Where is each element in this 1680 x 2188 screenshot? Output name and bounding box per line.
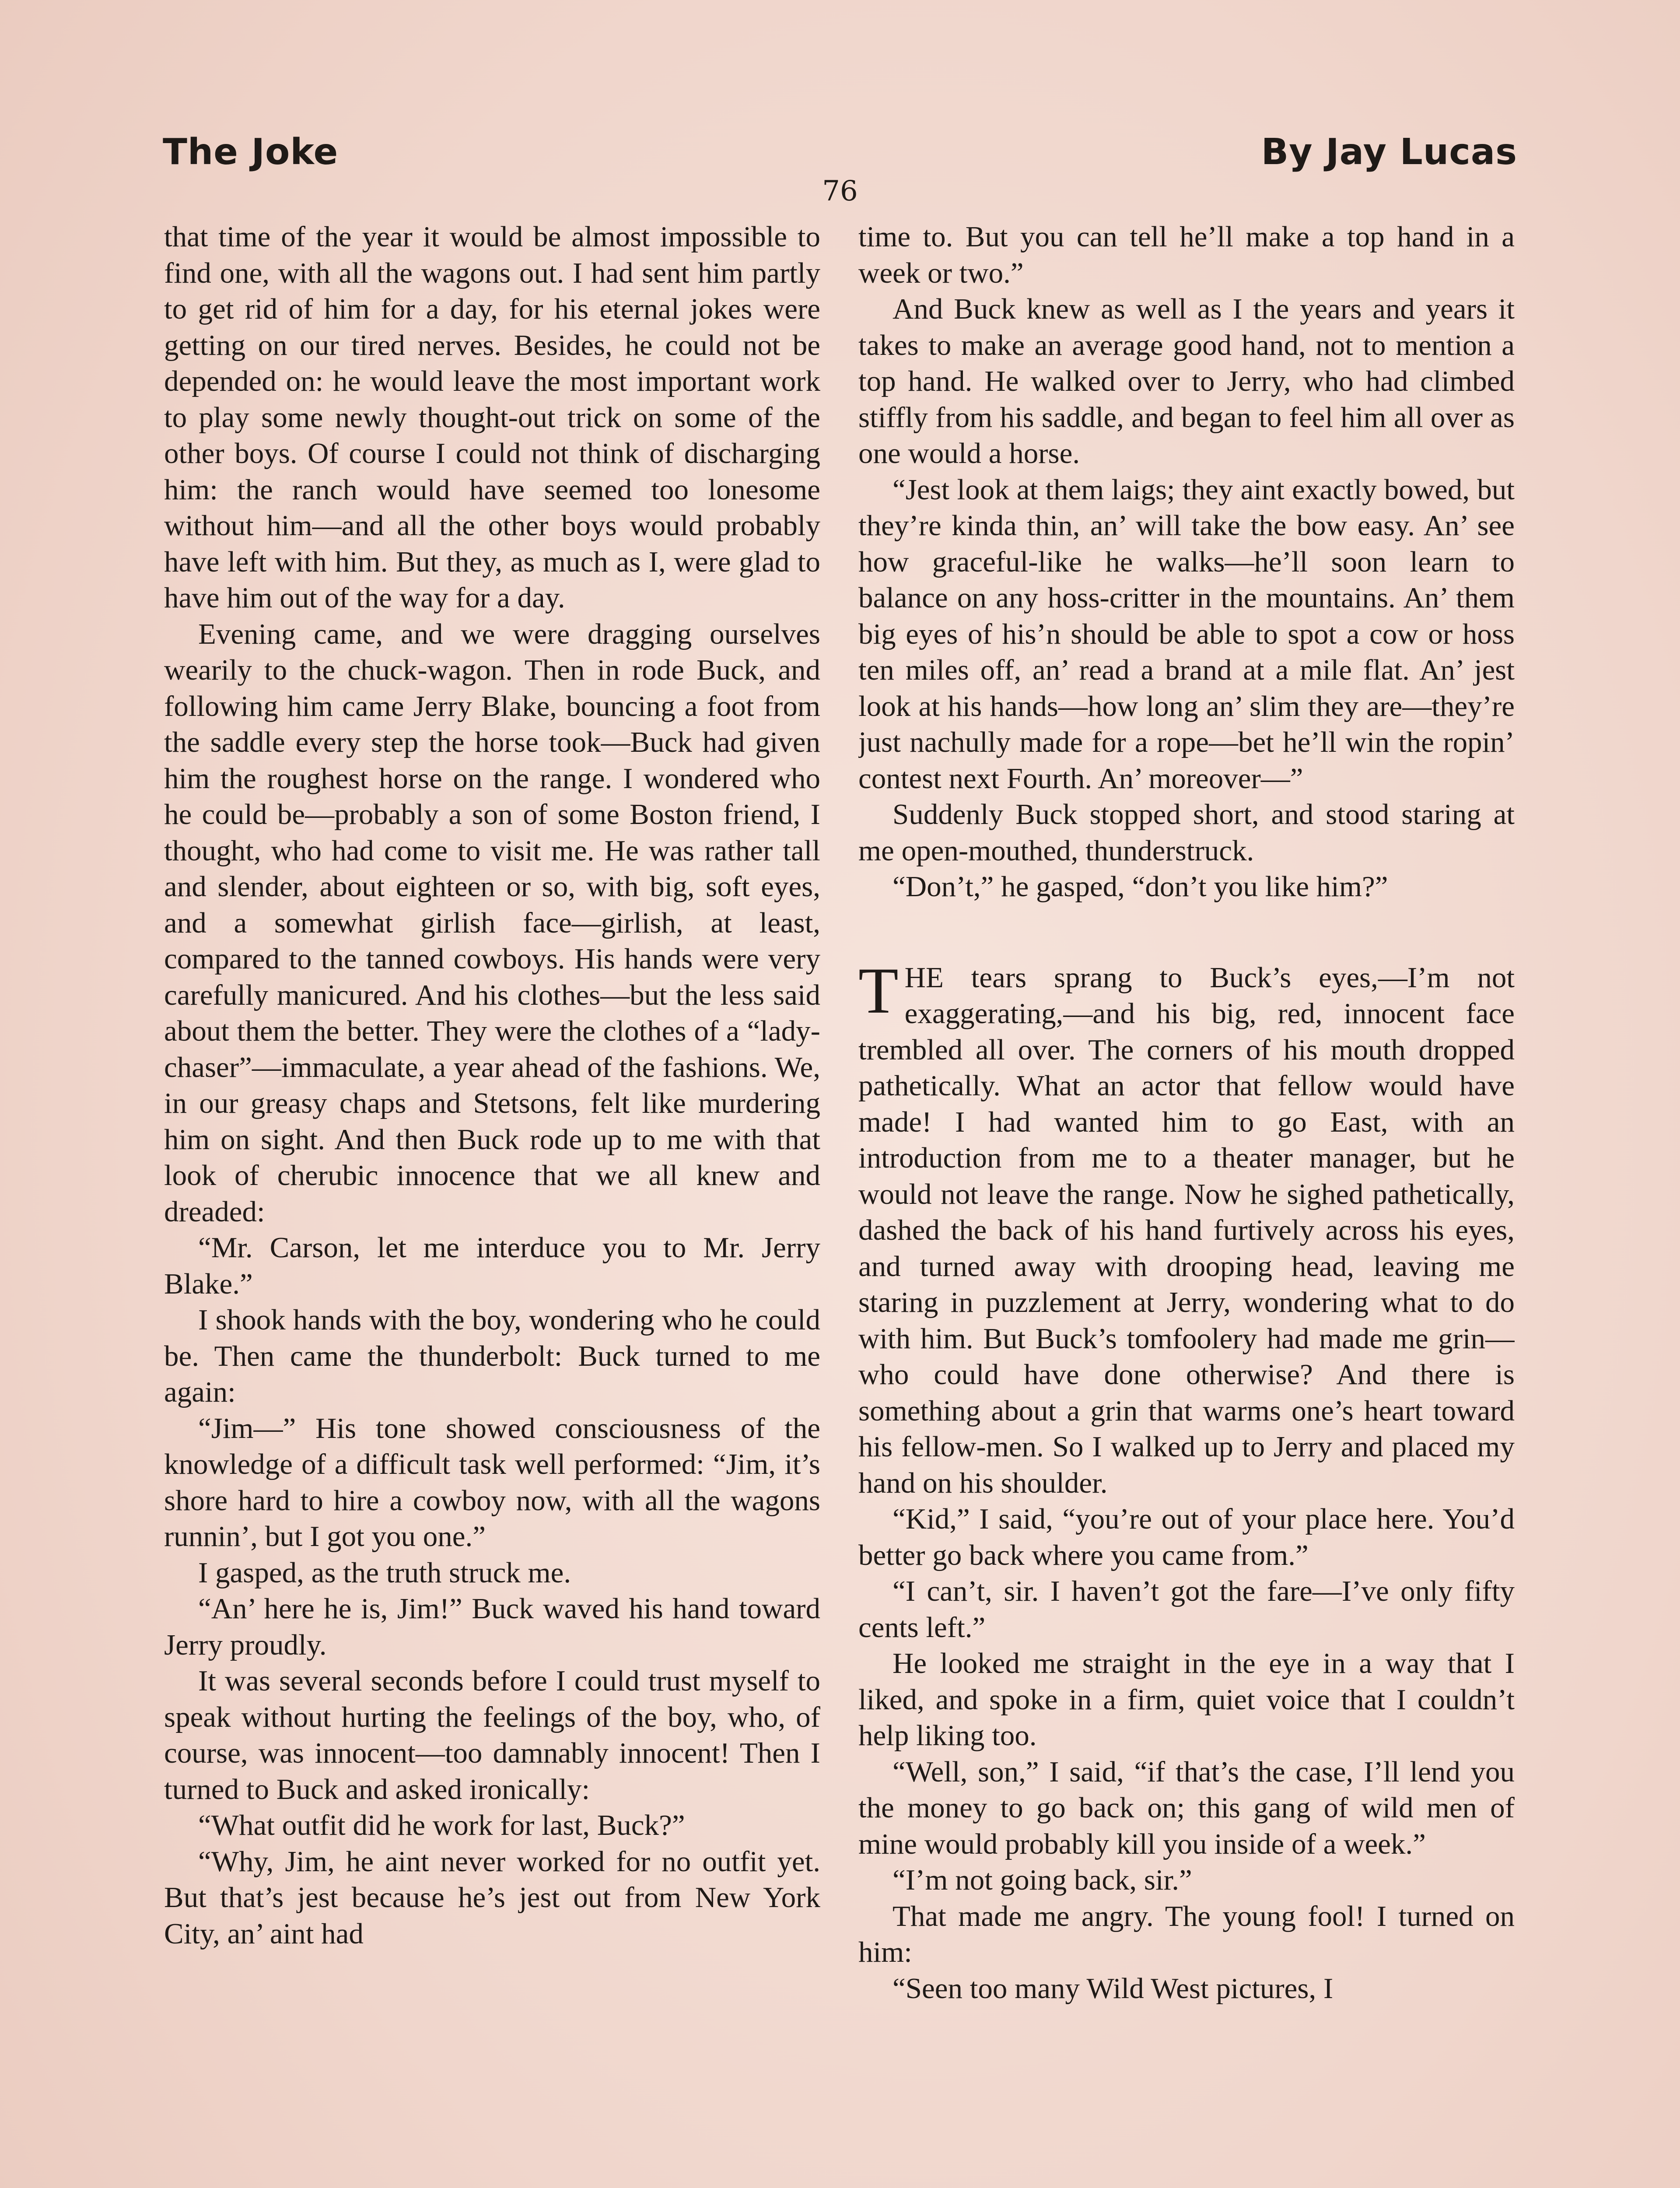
paragraph: I shook hands with the boy, wondering who he could be. Then came the thunderbolt: Buck turned to me again: (164, 1304, 820, 1408)
paragraph: Suddenly Buck stopped short, and stood staring at me open-mouthed, thunderstruck. (858, 798, 1515, 867)
paragraph: “Jim—” His tone showed consciousness of the knowledge of a difficult task well performed: “Jim, it’s shore hard to hire a cowboy now, with all the wagons runnin’, but I got you one.” (164, 1412, 820, 1553)
paragraph: “I’m not going back, sir.” (892, 1864, 1192, 1896)
author-byline: By Jay Lucas (1261, 131, 1517, 173)
paragraph: “Jest look at them laigs; they aint exactly bowed, but they’re kinda thin, an’ will take the bow easy. An’ see how graceful-like he walks—he’ll soon learn to balance on any hoss-critter in the mountains. An’ them big eyes of his’n should be able to spot a cow or hoss ten miles off, an’ read a brand at a mile flat. An’ jest look at his hands—how long an’ slim they are—they’re just nachully made for a rope—bet he’ll win the ropin’ contest next Fourth. An’ moreover—” (858, 473, 1515, 795)
paragraph: that time of the year it would be almost impossible to find one, with all the wagons out. I had sent him partly to get rid of him for a day, for his eternal jokes were getting on our tired nerves. Besides, he could not be depended on: he would leave the most important work to play some newly thought-out trick on some of the other boys. Of course I could not think of discharging him: the ranch would have seemed too lonesome without him—and all the other boys would probably have left with him. But they, as much as I, were glad to have him out of the way for a day. (164, 221, 820, 614)
story-title: The Joke (163, 131, 339, 173)
paragraph: It was several seconds before I could trust myself to speak without hurting the feelings of the boy, who, of course, was innocent—too damnably innocent! Then I turned to Buck and asked ironically: (164, 1665, 820, 1806)
paragraph: “Seen too many Wild West pictures, I (892, 1972, 1334, 2005)
left-text-column (164, 219, 820, 2188)
paragraph: He looked me straight in the eye in a way that I liked, and spoke in a firm, quiet voice that I couldn’t help liking too. (858, 1647, 1515, 1752)
paragraph: “Don’t,” he gasped, “don’t you like him?” (892, 870, 1388, 903)
section-start-paragraph (858, 954, 1515, 1501)
paragraph: time to. But you can tell he’ll make a top hand in a week or two.” (858, 221, 1515, 289)
paragraph: “I can’t, sir. I haven’t got the fare—I’ve only fifty cents left.” (858, 1575, 1515, 1644)
paragraph-text: HE tears sprang to Buck’s eyes,—I’m not exaggerating,—and his big, red, innocent face trembled all over. The corners of his mouth dropped pathetically. What an actor that fellow would have made! I had wanted him to go East, with an introduction from me to a theater manager, but he would not leave the range. Now he sighed pathetically, dashed the back of his hand furtively across his eyes, and turned away with drooping head, leaving me staring in puzzlement at Jerry, wondering what to do with him. But Buck’s tomfoolery had made me grin—who could have done otherwise? And there is something about a grin that warms one’s heart toward his fellow-men. So I walked up to Jerry and placed my hand on his shoulder. (858, 961, 1515, 1499)
right-text-column (858, 219, 1515, 2188)
running-head (163, 131, 1517, 179)
paragraph: “What outfit did he work for last, Buck?” (198, 1809, 685, 1841)
paragraph: “Kid,” I said, “you’re out of your place here. You’d better go back where you came from.” (858, 1503, 1515, 1571)
drop-cap: T (858, 954, 899, 1027)
paragraph: “An’ here he is, Jim!” Buck waved his hand toward Jerry proudly. (164, 1592, 820, 1661)
paragraph: And Buck knew as well as I the years and years it takes to make an average good hand, not to mention a top hand. He walked over to Jerry, who had climbed stiffly from his saddle, and began to feel him all over as one would a horse. (858, 293, 1515, 470)
paragraph: I gasped, as the truth struck me. (198, 1556, 571, 1589)
paragraph: That made me angry. The young fool! I turned on him: (858, 1900, 1515, 1968)
paragraph: Evening came, and we were dragging ourselves wearily to the chuck-wagon. Then in rode Buck, and following him came Jerry Blake, bouncing a foot from the saddle every step the horse took—Buck had given him the roughest horse on the range. I wondered who he could be—probably a son of some Boston friend, I thought, who had come to visit me. He was rather tall and slender, about eighteen or so, with big, soft eyes, and a somewhat girlish face—girlish, at least, compared to the tanned cowboys. His hands were very carefully manicured. And his clothes—but the less said about them the better. They were the clothes of a “lady-chaser”—immaculate, a year ahead of the fashions. We, in our greasy chaps and Stetsons, felt like murdering him on sight. And then Buck rode up to me with that look of cherubic innocence that we all knew and dreaded: (164, 617, 820, 1228)
page-number: 76 (822, 175, 858, 207)
paragraph: “Well, son,” I said, “if that’s the case, I’ll lend you the money to go back on; this gang of wild men of mine would probably kill you inside of a week.” (858, 1755, 1515, 1860)
paragraph: “Mr. Carson, let me interduce you to Mr. Jerry Blake.” (164, 1231, 820, 1300)
paragraph: “Why, Jim, he aint never worked for no outfit yet. But that’s jest because he’s jest out from New York City, an’ aint had (164, 1845, 820, 1950)
